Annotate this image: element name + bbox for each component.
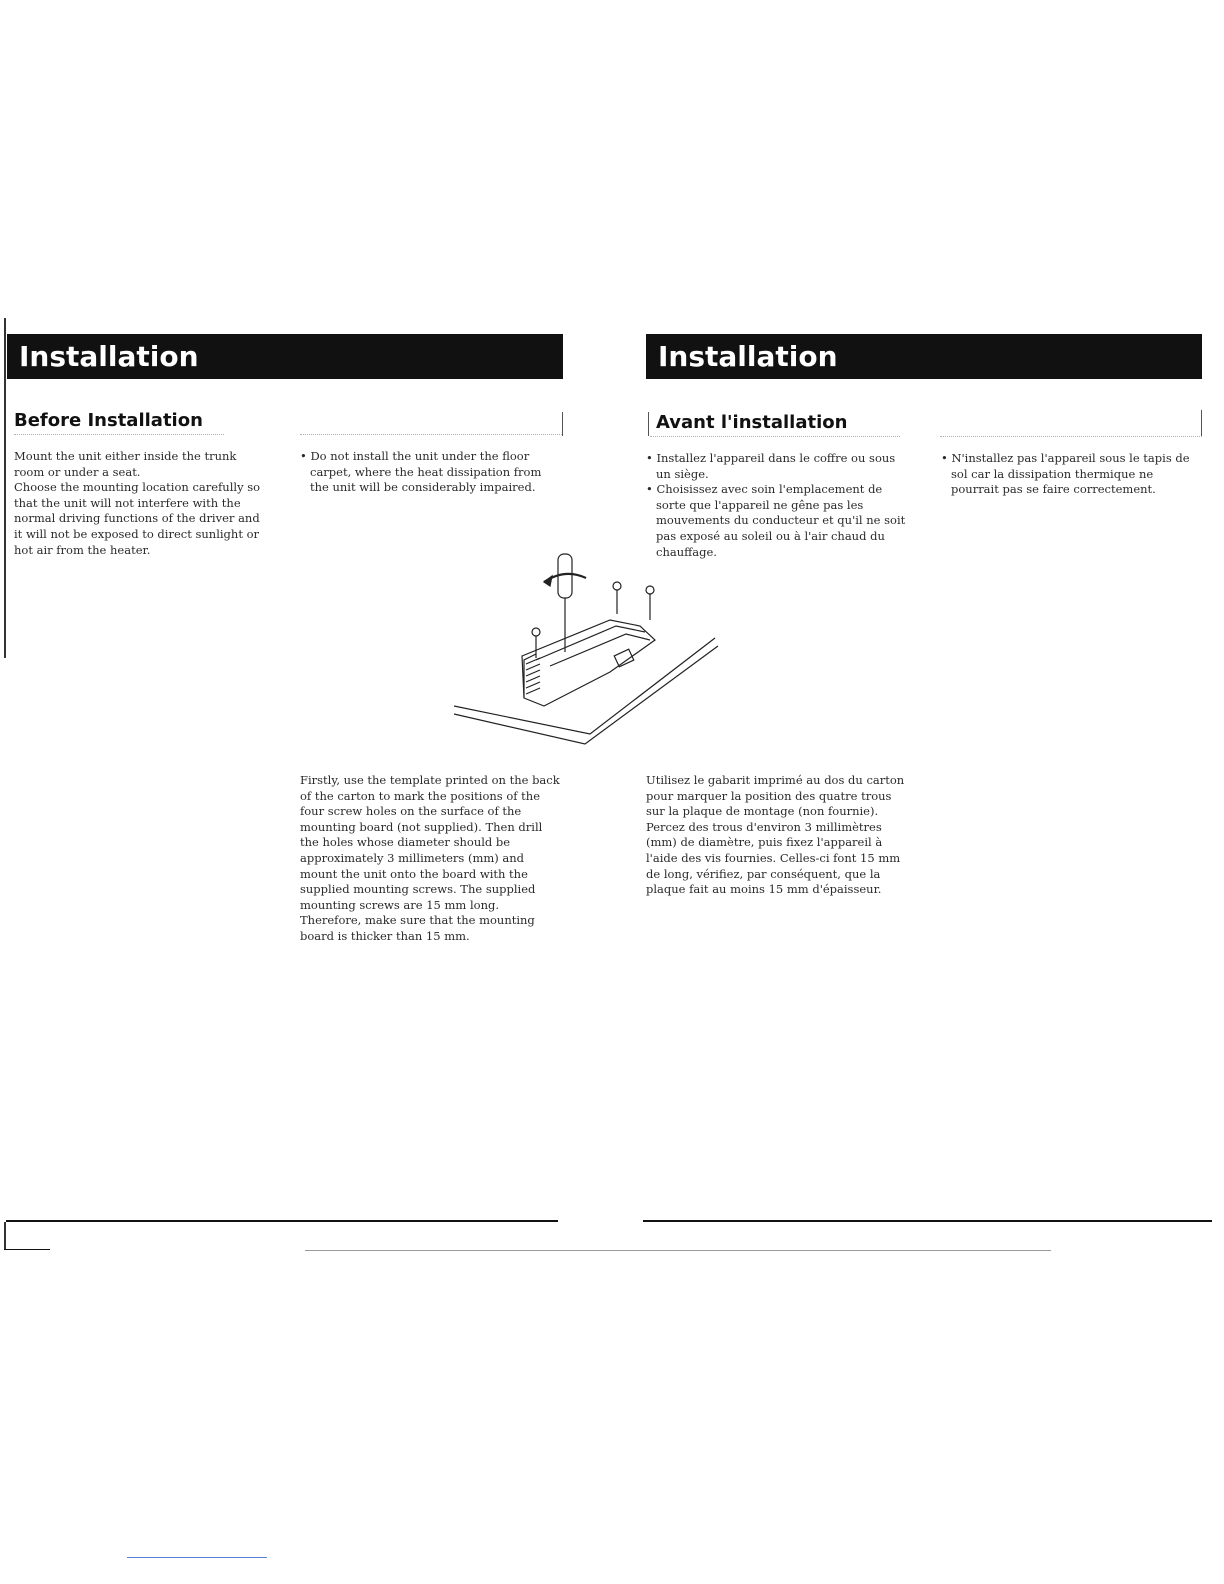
left-margin-line <box>4 318 6 658</box>
left-subheading: Before Installation <box>14 410 203 431</box>
left-corner-rule <box>4 1249 50 1250</box>
left-col2-rule <box>300 434 562 435</box>
left-bottom-rule <box>6 1220 558 1222</box>
left-mounting-text: Firstly, use the template printed on the back of the carton to mark the positions of the four screw holes on the surface of the mounting board (not supplied). Then drill the holes whose diameter should be approximately 3 millimeters (mm) and mount the unit onto the board with the supplied mounting screws. The supplied mounting screws are 15 mm long. Therefore, make sure that the mounting board is thicker than 15 mm. <box>300 773 560 943</box>
right-subheading: Avant l'installation <box>656 412 848 433</box>
left-margin-corner <box>4 1222 6 1250</box>
screw-head-3 <box>532 628 540 636</box>
center-bottom-thin-rule <box>305 1250 1051 1251</box>
left-col2-item-1: • Do not install the unit under the floor carpet, where the heat dissipation from the unit will be considerably impaired. <box>300 449 542 495</box>
footer-blue-rule <box>127 1557 267 1558</box>
right-col2-tick <box>1201 410 1202 436</box>
left-col1-item-1: Mount the unit either inside the trunk room or under a seat. <box>14 449 237 479</box>
right-col2-item-1-text: N'installez pas l'appareil sous le tapis de sol car la dissipation thermique ne pourrait pas se faire correctement. <box>951 451 1190 497</box>
heatsink-fins <box>526 658 540 694</box>
right-col2-item-1: • N'installez pas l'appareil sous le tapis de sol car la dissipation thermique ne pourrait pas se faire correctement. <box>941 451 1190 497</box>
right-col2-rule <box>940 436 1202 437</box>
right-header-title: Installation <box>658 340 838 373</box>
screw-head-2 <box>646 586 654 594</box>
left-col1-item-2: Choose the mounting location carefully so that the unit will not interfere with the normal driving functions of the driver and it will not be exposed to direct sunlight or hot air from the heater. <box>14 480 261 557</box>
right-col1-item-2: • Choisissez avec soin l'emplacement de sorte que l'appareil ne gêne pas les mouvements du conducteur et qu'il ne soit pas exposé au soleil ou à l'air chaud du chauffage. <box>646 482 906 559</box>
connector-block <box>614 649 634 667</box>
right-col1-item-1: • Installez l'appareil dans le coffre ou sous un siège. <box>646 451 896 481</box>
left-col1-text <box>14 449 268 558</box>
left-subheading-rule <box>14 434 224 435</box>
amplifier-body <box>522 620 655 706</box>
right-section-header <box>646 334 1202 379</box>
board-edge-top <box>454 638 715 734</box>
right-col1-item-2-text: Choisissez avec soin l'emplacement de sorte que l'appareil ne gêne pas les mouvements du conducteur et qu'il ne soit pas exposé au soleil ou à l'air chaud du chauffage. <box>656 482 906 559</box>
right-subheading-rule <box>650 436 900 437</box>
right-col1-text <box>646 451 908 560</box>
amplifier-mounting-illustration-icon <box>440 548 730 748</box>
right-col1-item-1-text: Installez l'appareil dans le coffre ou sous un siège. <box>656 451 896 481</box>
right-mounting-text: Utilisez le gabarit imprimé au dos du carton pour marquer la position des quatre trous sur la plaque de montage (non fournie). Percez des trous d'environ 3 millimètres (mm) de diamètre, puis fixez l'appareil à l'aide des vis fournies. Celles-ci font 15 mm de long, vérifiez, par conséquent, que la plaque fait au moins 15 mm d'épaisseur. <box>646 773 905 897</box>
left-header-title: Installation <box>19 340 199 373</box>
screw-head-1 <box>613 582 621 590</box>
right-subheading-tick <box>648 412 649 436</box>
left-col2-tick <box>562 412 563 436</box>
right-col2-text <box>941 451 1203 498</box>
rotation-arrow-head <box>544 576 552 586</box>
board-edge-bottom <box>454 646 718 744</box>
right-bottom-rule <box>643 1220 1212 1222</box>
screwdriver-handle <box>558 554 572 598</box>
left-section-header <box>7 334 563 379</box>
left-col2-item-1-text: Do not install the unit under the floor carpet, where the heat dissipation from the unit will be considerably impaired. <box>310 449 542 495</box>
left-col2-text <box>300 449 558 496</box>
